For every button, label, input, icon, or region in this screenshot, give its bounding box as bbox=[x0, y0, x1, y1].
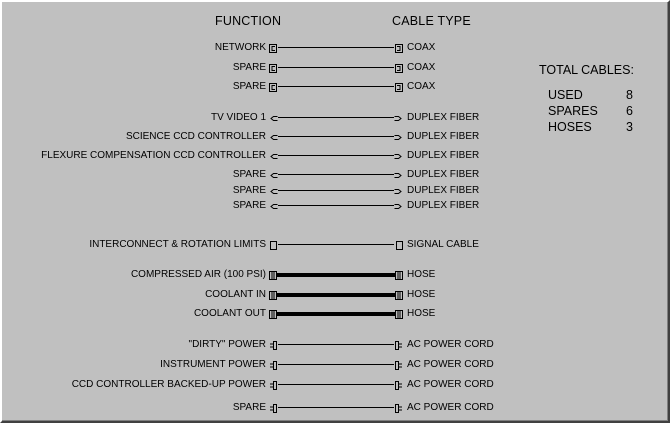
fiber-connector-icon bbox=[394, 150, 404, 162]
fiber-connector-icon bbox=[268, 200, 278, 212]
function-label: SCIENCE CCD CONTROLLER bbox=[125, 131, 266, 142]
function-label: "DIRTY" POWER bbox=[188, 339, 266, 350]
power-connector-icon bbox=[268, 339, 278, 351]
power-connector-icon bbox=[394, 359, 404, 371]
cable-row bbox=[2, 267, 670, 283]
cable-line bbox=[278, 344, 394, 345]
coax-connector-icon bbox=[268, 42, 278, 54]
function-label: SPARE bbox=[232, 169, 266, 180]
cable-line bbox=[278, 190, 394, 191]
cable-row bbox=[2, 237, 670, 253]
function-label: SPARE bbox=[232, 200, 266, 211]
cable-type-label: DUPLEX FIBER bbox=[407, 131, 480, 142]
fiber-connector-icon bbox=[268, 150, 278, 162]
cable-line bbox=[276, 312, 396, 316]
power-connector-icon bbox=[268, 402, 278, 414]
cable-type-label: HOSE bbox=[407, 289, 436, 300]
cable-line bbox=[278, 47, 394, 48]
cable-line bbox=[278, 364, 394, 365]
function-label: COOLANT IN bbox=[205, 289, 266, 300]
function-header: FUNCTION bbox=[215, 14, 282, 28]
fiber-connector-icon bbox=[394, 200, 404, 212]
function-label: CCD CONTROLLER BACKED-UP POWER bbox=[71, 379, 266, 390]
hose-connector-icon bbox=[394, 289, 404, 301]
cable-type-label: COAX bbox=[407, 62, 436, 73]
fiber-connector-icon bbox=[268, 131, 278, 143]
cable-type-label: HOSE bbox=[407, 269, 436, 280]
coax-connector-icon bbox=[394, 62, 404, 74]
fiber-connector-icon bbox=[394, 169, 404, 181]
totals-title: TOTAL CABLES: bbox=[539, 63, 634, 77]
cable-type-label: DUPLEX FIBER bbox=[407, 150, 480, 161]
fiber-connector-icon bbox=[268, 185, 278, 197]
cable-type-label: DUPLEX FIBER bbox=[407, 169, 480, 180]
cable-row bbox=[2, 167, 670, 183]
function-label: INSTRUMENT POWER bbox=[160, 359, 266, 370]
cable-row bbox=[2, 306, 670, 322]
fiber-connector-icon bbox=[268, 169, 278, 181]
cable-row bbox=[2, 148, 670, 164]
fiber-connector-icon bbox=[268, 112, 278, 124]
power-connector-icon bbox=[268, 359, 278, 371]
cable-type-label: AC POWER CORD bbox=[407, 359, 494, 370]
cable-line bbox=[278, 136, 394, 137]
function-label: TV VIDEO 1 bbox=[210, 112, 266, 123]
function-label: SPARE bbox=[232, 402, 266, 413]
total-label: HOSES bbox=[548, 120, 592, 134]
coax-connector-icon bbox=[268, 81, 278, 93]
hose-connector-icon bbox=[394, 308, 404, 320]
total-label: USED bbox=[548, 88, 583, 102]
totals-box bbox=[539, 62, 638, 135]
total-hoses bbox=[548, 119, 638, 135]
hose-connector-icon bbox=[394, 269, 404, 281]
cable-line bbox=[278, 155, 394, 156]
cable-type-label: AC POWER CORD bbox=[407, 339, 494, 350]
cable-line bbox=[278, 384, 394, 385]
power-connector-icon bbox=[394, 402, 404, 414]
cable-type-label: HOSE bbox=[407, 308, 436, 319]
function-label: INTERCONNECT & ROTATION LIMITS bbox=[89, 239, 266, 250]
power-connector-icon bbox=[394, 379, 404, 391]
cable-row bbox=[2, 183, 670, 199]
cable-type-label: AC POWER CORD bbox=[407, 379, 494, 390]
power-connector-icon bbox=[394, 339, 404, 351]
fiber-connector-icon bbox=[394, 112, 404, 124]
cable-line bbox=[278, 86, 394, 87]
total-value: 6 bbox=[626, 104, 633, 118]
function-label: COMPRESSED AIR (100 PSI) bbox=[130, 269, 266, 280]
cable-line bbox=[278, 67, 394, 68]
cable-line bbox=[278, 244, 394, 245]
total-value: 8 bbox=[626, 88, 633, 102]
hose-connector-icon bbox=[268, 308, 278, 320]
cable-row bbox=[2, 357, 670, 373]
cable-type-label: AC POWER CORD bbox=[407, 402, 494, 413]
signal-connector-icon bbox=[394, 239, 404, 251]
function-label: SPARE bbox=[232, 185, 266, 196]
cable-row bbox=[2, 337, 670, 353]
hose-connector-icon bbox=[268, 269, 278, 281]
cable-type-label: COAX bbox=[407, 81, 436, 92]
function-label: NETWORK bbox=[214, 42, 266, 53]
total-spares bbox=[548, 103, 638, 119]
cable-line bbox=[278, 117, 394, 118]
power-connector-icon bbox=[268, 379, 278, 391]
cable-type-header: CABLE TYPE bbox=[392, 14, 471, 28]
cable-line bbox=[278, 205, 394, 206]
function-label: SPARE bbox=[232, 62, 266, 73]
cable-row bbox=[2, 40, 670, 56]
total-label: SPARES bbox=[548, 104, 598, 118]
cable-row bbox=[2, 377, 670, 393]
function-label: FLEXURE COMPENSATION CCD CONTROLLER bbox=[41, 150, 266, 161]
fiber-connector-icon bbox=[394, 131, 404, 143]
total-value: 3 bbox=[626, 120, 633, 134]
cable-line bbox=[278, 407, 394, 408]
cable-row bbox=[2, 400, 670, 416]
total-used bbox=[548, 87, 638, 103]
cable-type-label: COAX bbox=[407, 42, 436, 53]
function-label: SPARE bbox=[232, 81, 266, 92]
cable-type-label: DUPLEX FIBER bbox=[407, 200, 480, 211]
cable-type-label: SIGNAL CABLE bbox=[407, 239, 479, 250]
cable-line bbox=[276, 293, 396, 297]
cable-type-label: DUPLEX FIBER bbox=[407, 185, 480, 196]
cable-row bbox=[2, 198, 670, 214]
function-label: COOLANT OUT bbox=[193, 308, 266, 319]
cable-line bbox=[278, 174, 394, 175]
cable-line bbox=[276, 273, 396, 277]
hose-connector-icon bbox=[268, 289, 278, 301]
coax-connector-icon bbox=[394, 81, 404, 93]
signal-connector-icon bbox=[268, 239, 278, 251]
coax-connector-icon bbox=[268, 62, 278, 74]
cable-row bbox=[2, 287, 670, 303]
coax-connector-icon bbox=[394, 42, 404, 54]
cable-type-label: DUPLEX FIBER bbox=[407, 112, 480, 123]
fiber-connector-icon bbox=[394, 185, 404, 197]
